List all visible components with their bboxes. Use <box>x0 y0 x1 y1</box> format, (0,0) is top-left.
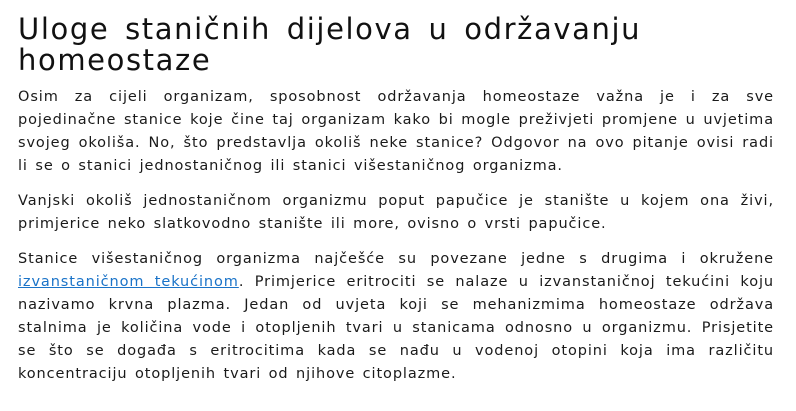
paragraph-text-before-link: Stanice višestaničnog organizma najčešće su povezane jedne s drugima i okružene <box>18 251 774 267</box>
paragraph-cell-environment: Osim za cijeli organizam, sposobnost održavanja homeostaze važna je i za sve pojedinačne stanice koje čine taj organizam kako bi mogle preživjeti promjene u uvjetima svojeg okoliša. No, što predstavlja okoliš neke stanice? Odgovor na ovo pitanje ovisi radi li se o stanici jednostaničnog ili stanici višestaničnog organizma. <box>18 89 774 174</box>
article-title: Uloge staničnih dijelova u održavanju homeostaze <box>18 12 642 77</box>
paragraph-multicellular-environment <box>18 248 774 386</box>
paragraph-text-after-link: . Primjerice eritrociti se nalaze u izvanstaničnoj tekućini koju nazivamo krvna plazma. Jedan od uvjeta koji se mehanizmima homeostaze održava stalnima je količina vode i otopljenih tvari u stanicama odnosno u organizmu. Prisjetite se što se događa s eritrocitima kada se nađu u vodenoj otopini koja ima različitu koncentraciju otopljenih tvari od njihove citoplazme. <box>18 274 774 382</box>
extracellular-fluid-link[interactable]: izvanstaničnom tekućinom <box>18 274 239 290</box>
paragraph-unicellular-environment: Vanjski okoliš jednostaničnom organizmu poput papučice je stanište u kojem ona živi, primjerice neko slatkovodno stanište ili more, ovisno o vrsti papučice. <box>18 193 774 232</box>
